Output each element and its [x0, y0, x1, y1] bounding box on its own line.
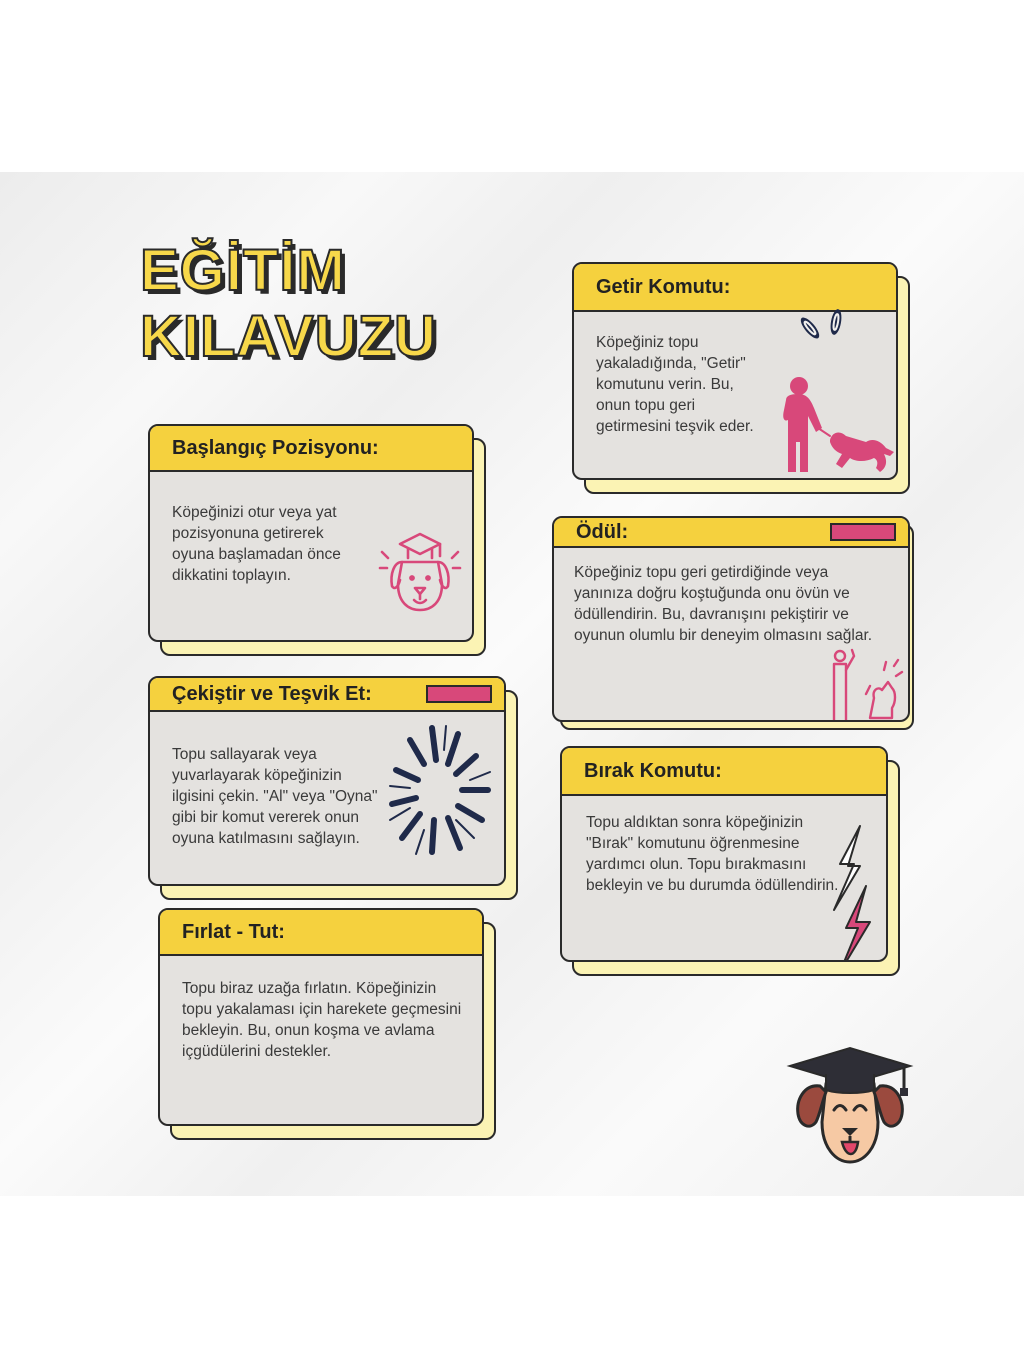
- card-text: Köpeğiniz topu yakaladığında, "Getir" komutunu verin. Bu, onun topu geri getirmesini teşvik eder.: [596, 334, 754, 435]
- card-odul: [552, 516, 910, 722]
- reward-icon: [826, 642, 906, 722]
- card-text: Topu sallayarak veya yuvarlayarak köpeğinizin ilgisini çekin. "Al" veya "Oyna" gibi bir komut vererek onun oyuna katılmasını sağlayın.: [172, 746, 378, 847]
- card-baslangic: [148, 424, 474, 642]
- card-front: [560, 746, 888, 962]
- card-heading: Çekiştir ve Teşvik Et:: [172, 683, 372, 705]
- card-front: [552, 516, 910, 722]
- card-heading: Fırlat - Tut:: [182, 921, 285, 943]
- card-front: [158, 908, 484, 1126]
- card-heading: Bırak Komutu:: [584, 760, 722, 782]
- card-heading: Başlangıç Pozisyonu:: [172, 437, 379, 459]
- burst-icon: [386, 720, 498, 860]
- card-header: [150, 426, 472, 472]
- title-line-1: EĞİTİM: [140, 238, 346, 303]
- card-heading: Getir Komutu:: [596, 276, 731, 298]
- card-heading: Ödül:: [576, 521, 629, 543]
- card-getir: [572, 262, 898, 480]
- man-and-dog-icon: [770, 292, 898, 480]
- card-cekistir: [148, 676, 506, 886]
- pink-bar: [426, 685, 492, 703]
- graduate-dog-mascot-icon: [786, 1044, 914, 1168]
- card-birak: [560, 746, 888, 962]
- dog-graduate-icon: [376, 522, 464, 618]
- card-header: [554, 518, 908, 548]
- card-front: [148, 676, 506, 886]
- card-firlat: [158, 908, 484, 1126]
- card-front: [572, 262, 898, 480]
- card-header: [160, 910, 482, 956]
- page-title: [140, 238, 437, 370]
- card-header: [562, 748, 886, 796]
- card-text: Topu aldıktan sonra köpeğinizin "Bırak" komutunu öğrenmesine yardımcı olun. Topu bırakmasını bekleyin ve bu durumda ödüllendirin.: [586, 814, 839, 894]
- card-text: Köpeğinizi otur veya yat pozisyonuna getirerek oyuna başlamadan önce dikkatini toplayın.: [172, 504, 341, 584]
- title-line-2: KILAVUZU: [140, 304, 437, 369]
- card-front: [148, 424, 474, 642]
- lightning-icon: [826, 824, 876, 962]
- card-text: Topu biraz uzağa fırlatın. Köpeğinizin topu yakalaması için harekete geçmesini bekleyin. Bu, onun koşma ve avlama içgüdülerini destekler.: [182, 980, 462, 1060]
- pink-bar: [830, 523, 896, 541]
- card-header: [150, 678, 504, 712]
- card-text: Köpeğiniz topu geri getirdiğinde veya yanınıza doğru koştuğunda onu övün ve ödüllendirin. Bu, davranışını pekiştirir ve oyunun olumlu bir deneyim olmasını sağlar.: [574, 564, 873, 644]
